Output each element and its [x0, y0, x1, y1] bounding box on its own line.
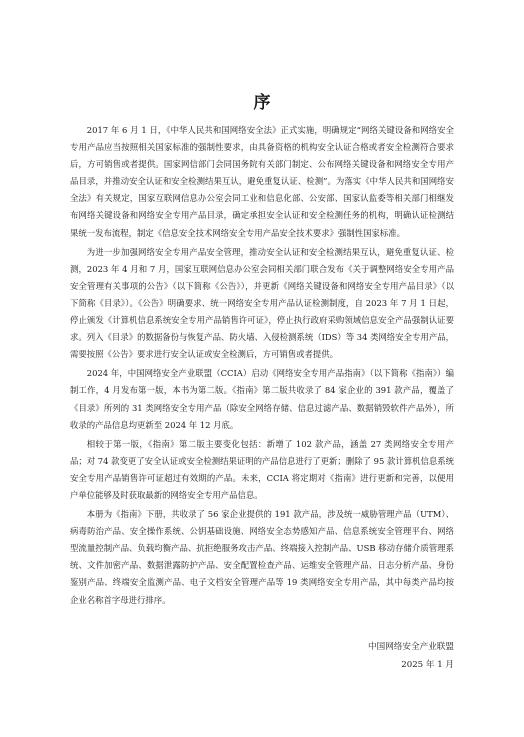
paragraph-2: 为进一步加强网络安全专用产品安全管理，推动安全认证和安全检测结果互认，避免重复认证、检测，2023 年 4 月和 7 月，国家互联网信息办公室会同相关部门联合发布《关于调整网络安全专用产品安全管理有关事项的公告》（以下简称《公告》），并更新《网络关键设备和网络安全专用产品目录》（以下简称《目录》）。《公告》明确要求、统一网络安全专用产品认证检测制度，自 2023 年 7 月 1 日起，停止颁发《计算机信息系统安全专用产品销售许可证》，停止执行政府采购领域信息安全产品强制认证要求。列入《目录》的数据备份与恢复产品、防火墙、入侵检测系统（IDS）等 34 类网络安全专用产品，需要按照《公告》要求进行安全认证或安全检测后，方可销售或者提供。	[70, 246, 454, 360]
signature-date: 2025 年 1 月	[401, 660, 454, 670]
paragraph-4: 相较于第一版，《指南》第二版主要变化包括：新增了 102 款产品，涵盖 27 类网络安全专用产品；对 74 款变更了安全认证或安全检测结果证明的产品信息进行了更新；删除了 95 款计算机信息系统安全专用产品销售许可证超过有效期的产品。未来，CCIA 将定期对《指南》进行更新和完善，以便用户单位能够及时获取最新的网络安全专用产品信息。	[70, 438, 454, 500]
page-title: 序	[253, 93, 271, 113]
signature-block	[368, 638, 454, 674]
paragraph-1: 2017 年 6 月 1 日，《中华人民共和国网络安全法》正式实施，明确规定“网络关键设备和网络安全专用产品应当按照相关国家标准的强制性要求，由具备资格的机构安全认证合格或者安全检测符合要求后，方可销售或者提供。国家网信部门会同国务院有关部门制定、公布网络关键设备和网络安全专用产品目录，并推动安全认证和安全检测结果互认，避免重复认证、检测”。为落实《中华人民共和国网络安全法》有关规定，国家互联网信息办公室会同工业和信息化部、公安部、国家认监委等相关部门相继发布网络关键设备和网络安全专用产品目录，确定承担安全认证和安全检测任务的机构，明确认证检测结果统一发布流程，制定《信息安全技术网络安全专用产品安全技术要求》强制性国家标准。	[70, 125, 454, 238]
preface-body	[70, 122, 454, 611]
paragraph-3: 2024 年，中国网络安全产业联盟（CCIA）启动《网络安全专用产品指南》（以下简称《指南》）编制工作，4 月发布第一版，本书为第二版。《指南》第二版共收录了 84 家企业的 391 款产品，覆盖了《目录》所列的 31 类网络安全专用产品（除安全网络存储、信息过滤产品、数据销毁软件产品外），所收录的产品信息均更新至 2024 年 12 月底。	[70, 368, 454, 430]
paragraph-5: 本册为《指南》下册，共收录了 56 家企业提供的 191 款产品，涉及统一威胁管理产品（UTM）、病毒防治产品、安全操作系统、公钥基础设施、网络安全态势感知产品、信息系统安全管理平台、网络型流量控制产品、负载均衡产品、抗拒绝服务攻击产品、终端接入控制产品、USB 移动存储介质管理系统、文件加密产品、数据泄露防护产品、安全配置检查产品、运维安全管理产品、日志分析产品、身份鉴别产品、终端安全监测产品、电子文档安全管理产品等 19 类网络安全专用产品，其中每类产品均按企业名称首字母进行排序。	[70, 509, 454, 605]
signature-organization: 中国网络安全产业联盟	[368, 642, 454, 652]
